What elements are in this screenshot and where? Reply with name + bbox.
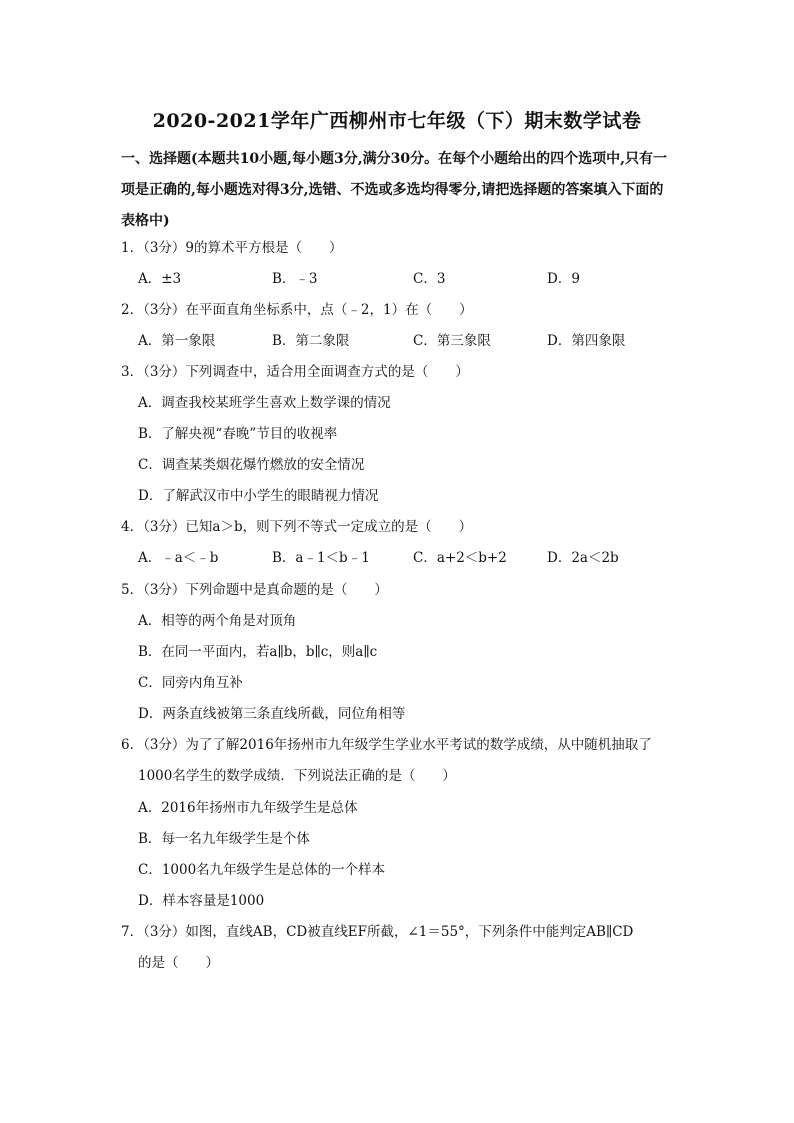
question-1-option-d: D．9 <box>547 271 580 287</box>
question-2-option-a: A．第一象限 <box>138 333 216 349</box>
question-6-option-b: B．每一名九年级学生是个体 <box>138 831 310 847</box>
question-1-option-a: A．±3 <box>138 271 182 287</box>
question-6-stem-line2: 1000名学生的数学成绩．下列说法正确的是（ ） <box>138 768 456 784</box>
question-4-option-d: D．2a＜2b <box>547 550 619 566</box>
question-1-stem: 1．（3分）9的算术平方根是（ ） <box>121 240 343 256</box>
question-1-option-b: B．﹣3 <box>272 271 318 287</box>
question-6-option-a: A．2016年扬州市九年级学生是总体 <box>138 800 358 816</box>
question-1-option-c: C．3 <box>413 271 446 287</box>
question-6-option-d: D．样本容量是1000 <box>138 893 265 909</box>
question-5-option-c: C．同旁内角互补 <box>138 675 243 691</box>
question-4-option-c: C．a+2＜b+2 <box>413 550 507 566</box>
question-5-option-a: A．相等的两个角是对顶角 <box>138 613 297 629</box>
question-7-stem-line2: 的是（ ） <box>138 955 219 971</box>
question-2-option-d: D．第四象限 <box>547 333 626 349</box>
question-3-option-d: D．了解武汉市中小学生的眼睛视力情况 <box>138 488 379 504</box>
question-6-stem-line1: 6．（3分）为了了解2016年扬州市九年级学生学业水平考试的数学成绩，从中随机抽取了 <box>121 737 652 753</box>
question-3-stem: 3．（3分）下列调查中，适合用全面调查方式的是（ ） <box>121 364 469 380</box>
question-5-stem: 5．（3分）下列命题中是真命题的是（ ） <box>121 582 388 598</box>
question-2-option-c: C．第三象限 <box>413 333 491 349</box>
section-heading: 一、选择题(本题共10小题,每小题3分,满分30分。在每个小题给出的四个选项中,只有一项是正确的,每小题选对得3分,选错、不选或多选均得零分,请把选择题的答案填入下面的表格中) <box>121 151 667 229</box>
question-3-option-b: B．了解央视“春晚”节目的收视率 <box>138 426 338 442</box>
question-2-option-b: B．第二象限 <box>272 333 350 349</box>
question-7-stem-line1: 7．（3分）如图，直线AB，CD被直线EF所截，∠1＝55°，下列条件中能判定AB∥CD <box>121 924 634 940</box>
question-4-stem: 4．（3分）已知a＞b，则下列不等式一定成立的是（ ） <box>121 519 473 535</box>
question-3-option-c: C．调查某类烟花爆竹燃放的安全情况 <box>138 457 365 473</box>
question-4-option-a: A．﹣a＜﹣b <box>138 550 219 566</box>
question-6-option-c: C．1000名九年级学生是总体的一个样本 <box>138 862 386 878</box>
question-5-option-b: B．在同一平面内，若a∥b，b∥c，则a∥c <box>138 644 378 660</box>
exam-title: 2020-2021学年广西柳州市七年级（下）期末数学试卷 <box>152 110 642 132</box>
question-4-option-b: B．a﹣1＜b﹣1 <box>272 550 370 566</box>
question-5-option-d: D．两条直线被第三条直线所截，同位角相等 <box>138 706 406 722</box>
question-3-option-a: A．调查我校某班学生喜欢上数学课的情况 <box>138 395 391 411</box>
question-2-stem: 2．（3分）在平面直角坐标系中，点（﹣2，1）在（ ） <box>121 302 473 318</box>
